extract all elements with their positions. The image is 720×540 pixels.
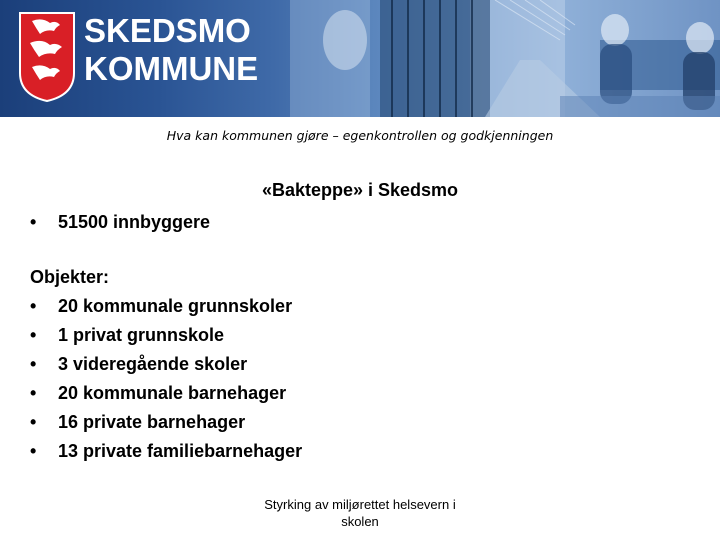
brand-line-2: KOMMUNE <box>84 50 259 87</box>
footer-line-1: Styrking av miljørettet helsevern i <box>264 497 456 512</box>
header-banner <box>0 0 720 117</box>
bullet-marker: • <box>30 212 37 232</box>
list-item-text: 16 private barnehager <box>58 412 246 432</box>
brand-line-1: SKEDSMO <box>84 12 251 49</box>
list-item-text: 20 kommunale grunnskoler <box>58 296 293 316</box>
list-item-text: 3 videregående skoler <box>58 354 248 374</box>
population-text: 51500 innbyggere <box>58 212 211 232</box>
list-item-text: 1 privat grunnskole <box>58 325 225 345</box>
slide-footer <box>250 496 470 530</box>
list-item <box>30 292 302 321</box>
slide-subtitle: Hva kan kommunen gjøre – egenkontrollen og godkjenningen <box>166 128 554 143</box>
coat-of-arms-icon <box>18 11 76 103</box>
list-item <box>30 379 302 408</box>
objects-list <box>30 292 302 466</box>
bullet-marker: • <box>30 325 37 345</box>
list-item-text: 13 private familiebarnehager <box>58 441 303 461</box>
bullet-marker: • <box>30 383 37 403</box>
list-item <box>30 350 302 379</box>
list-item-text: 20 kommunale barnehager <box>58 383 287 403</box>
bullet-marker: • <box>30 296 37 316</box>
footer-line-2: skolen <box>341 514 379 529</box>
objects-title: Objekter: <box>30 267 110 287</box>
municipality-wordmark <box>84 12 258 88</box>
bullet-marker: • <box>30 354 37 374</box>
bullet-marker: • <box>30 412 37 432</box>
list-item <box>30 321 302 350</box>
bullet-marker: • <box>30 441 37 461</box>
slide-heading: «Bakteppe» i Skedsmo <box>261 180 459 200</box>
list-item <box>30 437 302 466</box>
slide-content <box>30 208 302 466</box>
population-item <box>30 208 302 237</box>
list-item <box>30 408 302 437</box>
